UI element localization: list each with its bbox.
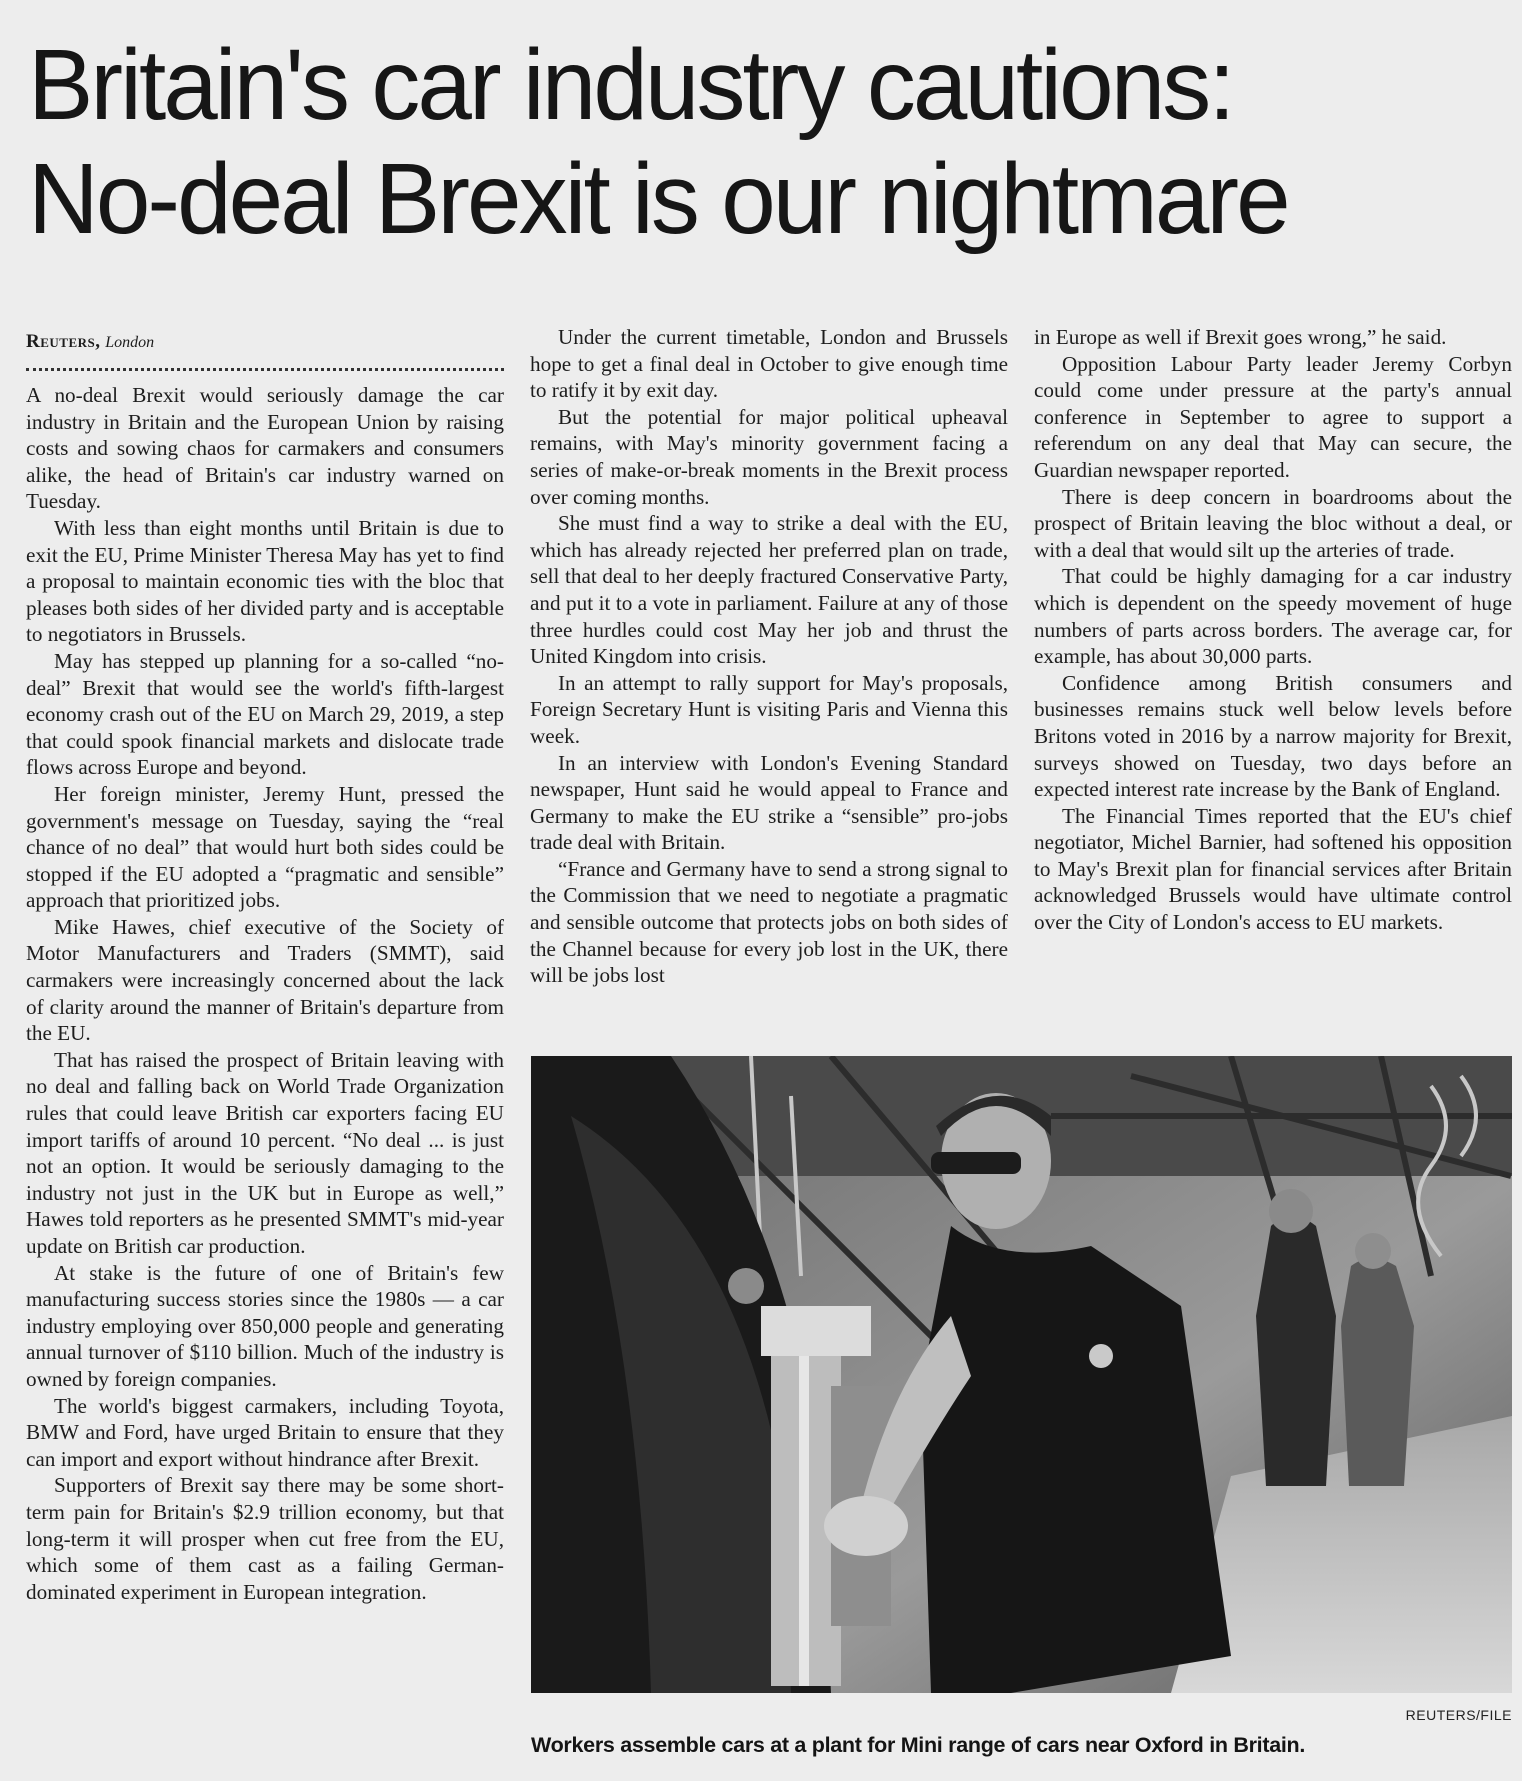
paragraph: With less than eight months until Britain is due to exit the EU, Prime Minister Theresa May has yet to find a proposal to maintain economic ties with the bloc that pleases both sides of her divided party and is acceptable to negotiators in Brussels. [26, 515, 504, 647]
paragraph: A no-deal Brexit would seriously damage the car industry in Britain and the European Union by raising costs and sowing chaos for carmakers and consumers alike, the head of Britain's car industry warned on Tuesday. [26, 383, 504, 514]
byline [26, 330, 504, 355]
paragraph: That has raised the prospect of Britain leaving with no deal and falling back on World Trade Organization rules that could leave British car exporters facing EU import tariffs of around 10 percent. “No deal ... is just not an option. It would be seriously damaging to the industry not just in the UK but in Europe as well,” Hawes told reporters as he presented SMMT's mid-year update on British car production. [26, 1047, 504, 1258]
paragraph: in Europe as well if Brexit goes wrong,” he said. [1034, 325, 1447, 349]
article-column-2 [530, 324, 1008, 989]
paragraph: At stake is the future of one of Britain's few manufacturing success stories since the 1980s — a car industry employing over 850,000 people and generating annual turnover of $110 billion. Much of the industry is owned by foreign companies. [26, 1260, 504, 1391]
paragraph: The world's biggest carmakers, including Toyota, BMW and Ford, have urged Britain to ensure that they can import and export without hindrance after Brexit. [26, 1393, 504, 1471]
paragraph: May has stepped up planning for a so-called “no-deal” Brexit that would see the world's fifth-largest economy crash out of the EU on March 29, 2019, a step that could spook financial markets and dislocate trade flows across Europe and beyond. [26, 648, 504, 780]
paragraph: The Financial Times reported that the EU's chief negotiator, Michel Barnier, had softened his opposition to May's Brexit plan for financial services after Britain acknowledged Brussels would have ultimate control over the City of London's access to EU markets. [1034, 803, 1512, 935]
article-column-3 [1034, 324, 1512, 936]
news-photo [531, 1056, 1512, 1693]
paragraph: Opposition Labour Party leader Jeremy Corbyn could come under pressure at the party's annual conference in September to agree to support a referendum on any deal that May can secure, the Guardian newspaper reported. [1034, 351, 1512, 482]
paragraph: Supporters of Brexit say there may be some short-term pain for Britain's $2.9 trillion economy, but that long-term it will prosper when cut free from the EU, which some of them cast as a failing German-dominated experiment in European integration. [26, 1473, 504, 1604]
paragraph: There is deep concern in boardrooms about the prospect of Britain leaving the bloc without a deal, or with a deal that would silt up the arteries of trade. [1034, 484, 1512, 562]
byline-place: London [105, 334, 155, 351]
headline [28, 28, 1469, 256]
photo-caption: Workers assemble cars at a plant for Mini range of cars near Oxford in Britain. [531, 1733, 1306, 1757]
paragraph: In an interview with London's Evening Standard newspaper, Hunt said he would appeal to France and Germany to make the EU strike a “sensible” pro-jobs trade deal with Britain. [530, 750, 1008, 855]
headline-line-1: Britain's car industry cautions: [28, 29, 1233, 141]
article-column-1 [26, 382, 504, 1605]
paragraph: Her foreign minister, Jeremy Hunt, pressed the government's message on Tuesday, saying the “real chance of no deal” that would hurt both sides could be stopped if the EU adopted a “pragmatic and sensible” approach that prioritized jobs. [26, 781, 504, 913]
byline-agency: Reuters, [26, 331, 101, 352]
paragraph: Mike Hawes, chief executive of the Society of Motor Manufacturers and Traders (SMMT), said carmakers were increasingly concerned about the lack of clarity around the manner of Britain's departure from the EU. [26, 914, 504, 1046]
photo-credit: REUTERS/FILE [1405, 1707, 1512, 1723]
headline-line-2: No-deal Brexit is our nightmare [28, 143, 1288, 255]
paragraph: In an attempt to rally support for May's proposals, Foreign Secretary Hunt is visiting Paris and Vienna this week. [530, 670, 1008, 748]
paragraph: Under the current timetable, London and Brussels hope to get a final deal in October to give enough time to ratify it by exit day. [530, 325, 1008, 403]
byline-divider [26, 368, 504, 371]
paragraph: But the potential for major political upheaval remains, with May's minority government facing a series of make-or-break moments in the Brexit process over coming months. [530, 404, 1008, 509]
paragraph: Confidence among British consumers and businesses remains stuck well below levels before Britons voted in 2016 by a narrow majority for Brexit, surveys showed on Tuesday, two days before an expected interest rate increase by the Bank of England. [1034, 670, 1512, 802]
factory-photo-illustration [531, 1056, 1512, 1693]
paragraph: That could be highly damaging for a car industry which is dependent on the speedy movement of huge numbers of parts across borders. The average car, for example, has about 30,000 parts. [1034, 564, 1512, 669]
paragraph: She must find a way to strike a deal with the EU, which has already rejected her preferred plan on trade, sell that deal to her deeply fractured Conservative Party, and put it to a vote in parliament. Failure at any of those three hurdles could cost May her job and thrust the United Kingdom into crisis. [530, 511, 1008, 669]
paragraph: “France and Germany have to send a strong signal to the Commission that we need to negotiate a pragmatic and sensible outcome that protects jobs on both sides of the Channel because for every job lost in the UK, there will be jobs lost [530, 856, 1008, 988]
